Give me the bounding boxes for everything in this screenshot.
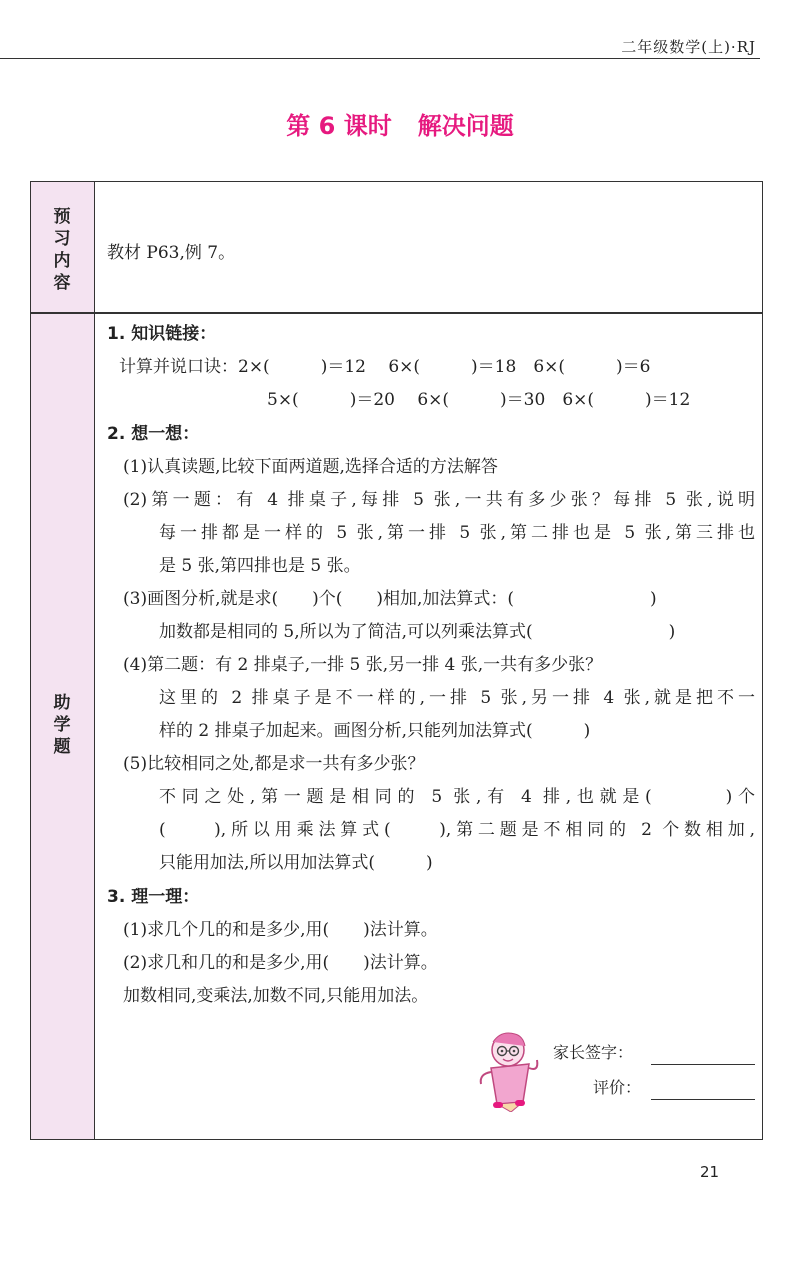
think-item-5-line-3: ( ),所以用乘法算式( ),第二题是不相同的 2 个数相加,	[159, 820, 755, 840]
evaluation-label: 评价：	[593, 1078, 642, 1097]
think-item-2-line-3: 是 5 张,第四排也是 5 张。	[159, 556, 361, 576]
think-item-5-line-2: 不同之处,第一题是相同的 5 张,有 4 排,也就是( )个	[159, 787, 755, 807]
think-item-4-line-2: 这里的 2 排桌子是不一样的,一排 5 张,另一排 4 张,就是把不一	[159, 688, 755, 708]
summary-rule: 加数相同,变乘法,加数不同,只能用加法。	[123, 986, 429, 1006]
section-3-title: 3. 理一理：	[107, 887, 200, 907]
knowledge-line-2: 5×( )＝20 6×( )＝30 6×( )＝12	[267, 390, 691, 410]
preview-content: 教材 P63,例 7。	[107, 243, 236, 263]
parent-signature-label: 家长签字：	[553, 1043, 634, 1062]
think-item-4-line-1: (4)第二题：有 2 排桌子,一排 5 张,另一排 4 张,一共有多少张？	[123, 655, 603, 675]
section-2-title: 2. 想一想：	[107, 424, 200, 444]
preview-label	[31, 206, 93, 294]
think-item-5-line-4: 只能用加法,所以用加法算式( )	[159, 853, 433, 873]
think-item-3-line-1: (3)画图分析,就是求( )个( )相加,加法算式：( )	[123, 589, 657, 609]
study-label-text: 助 学 题	[53, 693, 71, 757]
think-item-2-line-1: (2)第一题：有 4 排桌子,每排 5 张,一共有多少张？每排 5 张,说明	[123, 490, 755, 510]
parent-signature-line[interactable]	[651, 1064, 755, 1065]
row-divider	[31, 312, 762, 314]
header-rule	[0, 58, 760, 59]
worksheet-table	[30, 181, 763, 1140]
preview-label-text: 预 习 内 容	[53, 207, 71, 293]
section-1-title: 1. 知识链接：	[107, 324, 217, 344]
think-item-3-line-2: 加数都是相同的 5,所以为了简洁,可以列乘法算式( )	[159, 622, 676, 642]
lesson-number: 第 6 课时	[286, 112, 392, 140]
lesson-title	[0, 106, 800, 141]
lesson-topic: 解决问题	[417, 112, 514, 140]
study-label	[31, 692, 93, 758]
summary-item-2: (2)求几和几的和是多少,用( )法计算。	[123, 953, 438, 973]
summary-item-1: (1)求几个几的和是多少,用( )法计算。	[123, 920, 438, 940]
think-item-4-line-3: 样的 2 排桌子加起来。画图分析,只能列加法算式( )	[159, 721, 591, 741]
evaluation-line[interactable]	[651, 1099, 755, 1100]
think-item-5-line-1: (5)比较相同之处,都是求一共有多少张？	[123, 754, 425, 774]
knowledge-line-1: 计算并说口诀：2×( )＝12 6×( )＝18 6×( )＝6	[119, 357, 651, 377]
think-item-1: (1)认真读题,比较下面两道题,选择合适的方法解答	[123, 457, 498, 477]
think-item-2-line-2: 每一排都是一样的 5 张,第一排 5 张,第二排也是 5 张,第三排也	[159, 523, 755, 543]
grade-label: 二年级数学(上)·RJ	[621, 38, 756, 56]
page-number: 21	[700, 1163, 720, 1181]
pencil-mascot-icon	[471, 1028, 551, 1112]
